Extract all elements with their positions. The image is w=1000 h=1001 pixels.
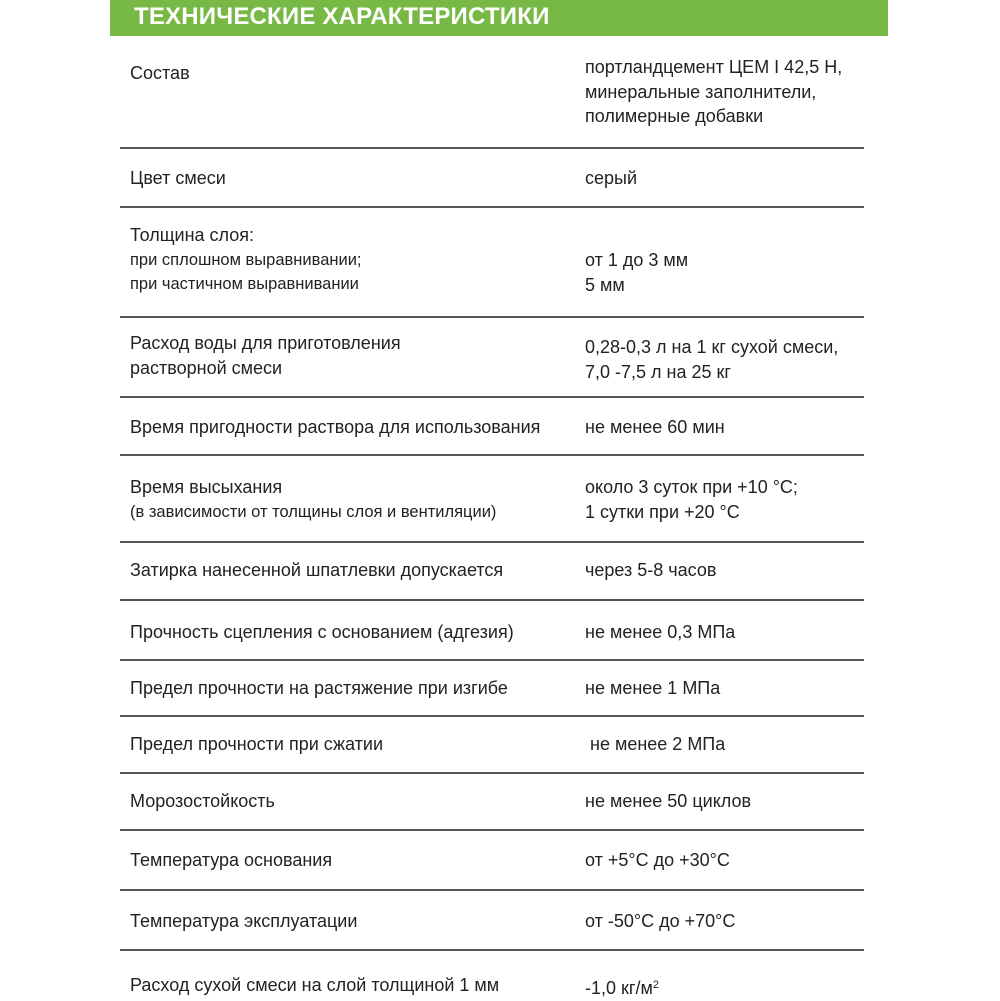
value-line: от 1 до 3 мм: [585, 250, 689, 270]
row-divider: [120, 206, 864, 208]
row-divider: [120, 454, 864, 456]
spec-label-composition: Состав: [130, 63, 190, 83]
spec-label-base-temp: Температура основания: [130, 850, 333, 870]
value-line: 7,0 -7,5 л на 25 кг: [585, 361, 731, 382]
value-line: 1 сутки при +20 °С: [585, 501, 740, 522]
row-divider: [120, 396, 864, 398]
spec-value-compressive: не менее 2 МПа: [590, 734, 726, 754]
spec-label-drying: [130, 475, 496, 524]
section-header: [110, 0, 888, 36]
spec-label-frost: Морозостойкость: [130, 791, 275, 811]
spec-value-flexural: не менее 1 МПа: [585, 678, 721, 698]
row-divider: [120, 541, 864, 543]
row-divider: [120, 715, 864, 717]
spec-value-water: [585, 335, 838, 384]
row-divider: [120, 659, 864, 661]
spec-value-consumption: [585, 973, 659, 1001]
row-divider: [120, 889, 864, 891]
spec-label-flexural: Предел прочности на растяжение при изгибе: [130, 678, 508, 698]
spec-value-base-temp: от +5°С до +30°С: [585, 850, 730, 870]
spec-label-service-temp: Температура эксплуатации: [130, 911, 358, 931]
label-line: Время высыхания: [130, 477, 283, 497]
spec-value-troweling: через 5-8 часов: [585, 560, 717, 580]
value-line: 0,28-0,3 л на 1 кг сухой смеси,: [585, 337, 839, 357]
label-line: Расход воды для приготовления: [130, 333, 401, 353]
spec-label-color: Цвет смеси: [130, 168, 226, 188]
spec-label-adhesion: Прочность сцепления с основанием (адгезия): [130, 622, 514, 642]
sublabel-line: при частичном выравнивании: [130, 275, 359, 293]
sublabel-line: (в зависимости от толщины слоя и вентиляции): [130, 502, 497, 521]
row-divider: [120, 772, 864, 774]
value-text: -1,0 кг/м: [585, 978, 653, 998]
spec-value-composition: [585, 55, 842, 129]
label-line: Толщина слоя:: [130, 225, 254, 245]
spec-value-color: серый: [585, 168, 638, 188]
row-divider: [120, 949, 864, 951]
value-line: 5 мм: [585, 274, 625, 295]
value-superscript: 2: [652, 979, 659, 991]
row-divider: [120, 599, 864, 601]
spec-value-frost: не менее 50 циклов: [585, 791, 752, 811]
label-line: растворной смеси: [130, 357, 283, 378]
spec-value-pot-life: не менее 60 мин: [585, 417, 725, 437]
value-line: полимерные добавки: [585, 106, 764, 126]
row-divider: [120, 147, 864, 149]
section-title: ТЕХНИЧЕСКИЕ ХАРАКТЕРИСТИКИ: [134, 3, 550, 30]
spec-label-troweling: Затирка нанесенной шпатлевки допускается: [130, 560, 504, 580]
row-divider: [120, 316, 864, 318]
spec-label-pot-life: Время пригодности раствора для использования: [130, 417, 541, 437]
spec-label-water: [130, 331, 401, 380]
value-line: минеральные заполнители,: [585, 81, 817, 102]
value-line: портландцемент ЦЕМ I 42,5 Н,: [585, 57, 843, 77]
row-divider: [120, 829, 864, 831]
sublabel-line: при сплошном выравнивании;: [130, 250, 362, 269]
value-line: около 3 суток при +10 °С;: [585, 477, 798, 497]
spec-value-thickness: [585, 248, 688, 297]
spec-value-service-temp: от -50°С до +70°С: [585, 911, 736, 931]
spec-label-consumption: Расход сухой смеси на слой толщиной 1 мм: [130, 975, 500, 995]
spec-value-drying: [585, 475, 798, 524]
spec-label-compressive: Предел прочности при сжатии: [130, 734, 384, 754]
spec-value-adhesion: не менее 0,3 МПа: [585, 622, 736, 642]
spec-label-thickness: [130, 223, 362, 297]
